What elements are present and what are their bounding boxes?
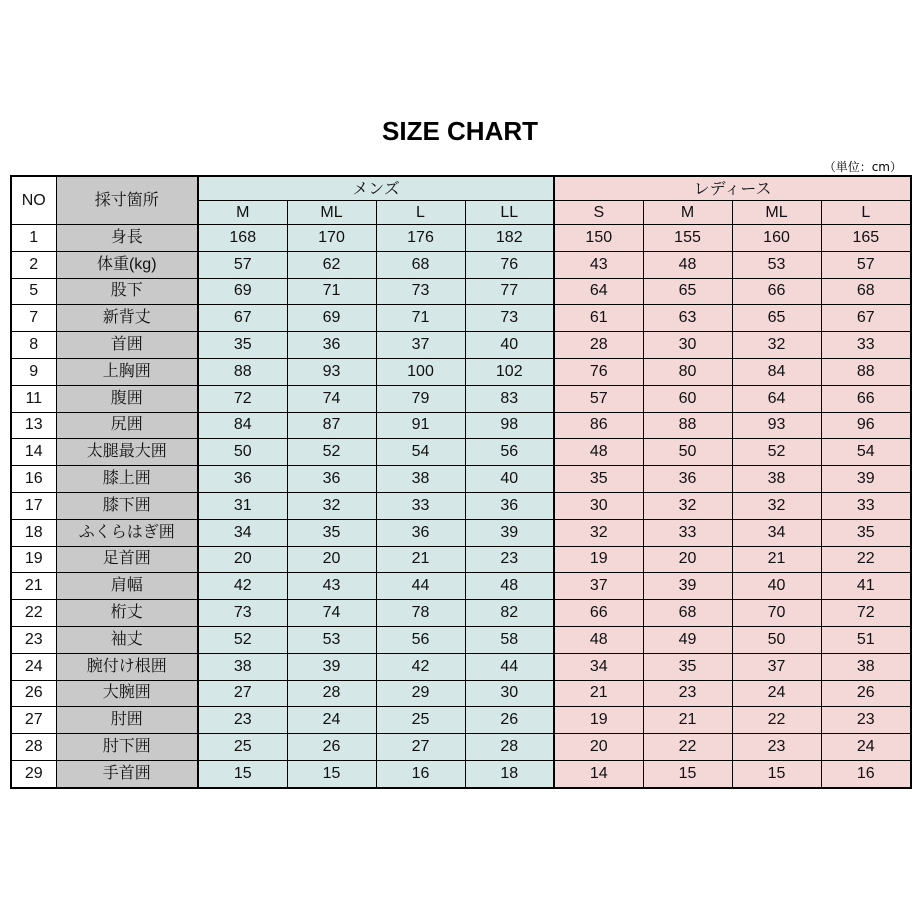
mens-value: 44 xyxy=(376,573,465,600)
ladies-value: 76 xyxy=(554,358,643,385)
mens-value: 23 xyxy=(465,546,554,573)
ladies-value: 40 xyxy=(732,573,821,600)
mens-value: 38 xyxy=(198,653,287,680)
row-item: ふくらはぎ囲 xyxy=(56,519,198,546)
mens-value: 20 xyxy=(287,546,376,573)
mens-value: 83 xyxy=(465,385,554,412)
row-no: 22 xyxy=(11,600,56,627)
ladies-value: 41 xyxy=(821,573,911,600)
table-row xyxy=(11,680,911,707)
ladies-value: 19 xyxy=(554,707,643,734)
ladies-value: 36 xyxy=(643,466,732,493)
mens-value: 102 xyxy=(465,358,554,385)
ladies-value: 23 xyxy=(732,734,821,761)
mens-value: 52 xyxy=(287,439,376,466)
row-no: 18 xyxy=(11,519,56,546)
row-no: 24 xyxy=(11,653,56,680)
mens-value: 84 xyxy=(198,412,287,439)
ladies-value: 49 xyxy=(643,626,732,653)
mens-value: 68 xyxy=(376,251,465,278)
row-no: 1 xyxy=(11,225,56,252)
ladies-value: 32 xyxy=(732,332,821,359)
ladies-value: 80 xyxy=(643,358,732,385)
row-no: 14 xyxy=(11,439,56,466)
ladies-value: 43 xyxy=(554,251,643,278)
table-row xyxy=(11,466,911,493)
mens-value: 35 xyxy=(287,519,376,546)
row-no: 8 xyxy=(11,332,56,359)
row-item: 腕付け根囲 xyxy=(56,653,198,680)
ladies-value: 86 xyxy=(554,412,643,439)
ladies-value: 68 xyxy=(643,600,732,627)
mens-value: 69 xyxy=(198,278,287,305)
ladies-value: 32 xyxy=(554,519,643,546)
ladies-value: 21 xyxy=(732,546,821,573)
row-item: 首囲 xyxy=(56,332,198,359)
mens-value: 71 xyxy=(287,278,376,305)
mens-value: 91 xyxy=(376,412,465,439)
mens-value: 37 xyxy=(376,332,465,359)
table-row xyxy=(11,412,911,439)
row-item: 身長 xyxy=(56,225,198,252)
ladies-value: 26 xyxy=(821,680,911,707)
ladies-value: 22 xyxy=(821,546,911,573)
row-no: 2 xyxy=(11,251,56,278)
mens-value: 88 xyxy=(198,358,287,385)
ladies-value: 65 xyxy=(732,305,821,332)
mens-value: 26 xyxy=(465,707,554,734)
ladies-value: 23 xyxy=(643,680,732,707)
ladies-value: 15 xyxy=(732,760,821,787)
table-row xyxy=(11,519,911,546)
row-item: 足首囲 xyxy=(56,546,198,573)
ladies-value: 35 xyxy=(821,519,911,546)
row-item: 袖丈 xyxy=(56,626,198,653)
row-item: 太腿最大囲 xyxy=(56,439,198,466)
ladies-value: 150 xyxy=(554,225,643,252)
ladies-value: 35 xyxy=(554,466,643,493)
table-row xyxy=(11,546,911,573)
ladies-value: 16 xyxy=(821,760,911,787)
ladies-value: 155 xyxy=(643,225,732,252)
row-item: 大腕囲 xyxy=(56,680,198,707)
table-row xyxy=(11,358,911,385)
header-no: NO xyxy=(11,176,56,225)
header-mens-size: ML xyxy=(287,201,376,225)
mens-value: 28 xyxy=(287,680,376,707)
mens-value: 73 xyxy=(198,600,287,627)
row-no: 17 xyxy=(11,492,56,519)
mens-value: 57 xyxy=(198,251,287,278)
ladies-value: 33 xyxy=(821,332,911,359)
table-row xyxy=(11,707,911,734)
ladies-value: 61 xyxy=(554,305,643,332)
mens-value: 27 xyxy=(376,734,465,761)
mens-value: 39 xyxy=(465,519,554,546)
ladies-value: 48 xyxy=(643,251,732,278)
table-row xyxy=(11,760,911,787)
mens-value: 56 xyxy=(465,439,554,466)
mens-value: 93 xyxy=(287,358,376,385)
mens-value: 40 xyxy=(465,332,554,359)
mens-value: 36 xyxy=(376,519,465,546)
ladies-value: 64 xyxy=(732,385,821,412)
mens-value: 44 xyxy=(465,653,554,680)
mens-value: 23 xyxy=(198,707,287,734)
mens-value: 87 xyxy=(287,412,376,439)
mens-value: 36 xyxy=(465,492,554,519)
table-row xyxy=(11,439,911,466)
ladies-value: 84 xyxy=(732,358,821,385)
row-item: 桁丈 xyxy=(56,600,198,627)
mens-value: 34 xyxy=(198,519,287,546)
table-row xyxy=(11,734,911,761)
row-item: 手首囲 xyxy=(56,760,198,787)
mens-value: 98 xyxy=(465,412,554,439)
ladies-value: 52 xyxy=(732,439,821,466)
mens-value: 73 xyxy=(376,278,465,305)
row-item: 上胸囲 xyxy=(56,358,198,385)
table-row xyxy=(11,600,911,627)
header-mens-size: M xyxy=(198,201,287,225)
header-mens-group: メンズ xyxy=(198,176,554,201)
row-item: 肘下囲 xyxy=(56,734,198,761)
ladies-value: 34 xyxy=(732,519,821,546)
mens-value: 69 xyxy=(287,305,376,332)
mens-value: 36 xyxy=(198,466,287,493)
ladies-value: 33 xyxy=(821,492,911,519)
mens-value: 24 xyxy=(287,707,376,734)
mens-value: 52 xyxy=(198,626,287,653)
ladies-value: 21 xyxy=(643,707,732,734)
unit-note: （単位：cm） xyxy=(823,160,902,174)
mens-value: 15 xyxy=(287,760,376,787)
mens-value: 36 xyxy=(287,332,376,359)
table-row xyxy=(11,385,911,412)
ladies-value: 33 xyxy=(643,519,732,546)
mens-value: 176 xyxy=(376,225,465,252)
ladies-value: 60 xyxy=(643,385,732,412)
row-no: 26 xyxy=(11,680,56,707)
mens-value: 71 xyxy=(376,305,465,332)
ladies-value: 53 xyxy=(732,251,821,278)
mens-value: 33 xyxy=(376,492,465,519)
table-row xyxy=(11,278,911,305)
row-no: 19 xyxy=(11,546,56,573)
mens-value: 76 xyxy=(465,251,554,278)
size-chart-body xyxy=(11,225,911,788)
ladies-value: 93 xyxy=(732,412,821,439)
row-no: 27 xyxy=(11,707,56,734)
ladies-value: 64 xyxy=(554,278,643,305)
ladies-value: 57 xyxy=(554,385,643,412)
ladies-value: 39 xyxy=(821,466,911,493)
ladies-value: 66 xyxy=(821,385,911,412)
ladies-value: 66 xyxy=(554,600,643,627)
ladies-value: 70 xyxy=(732,600,821,627)
row-item: 膝上囲 xyxy=(56,466,198,493)
header-mens-size: L xyxy=(376,201,465,225)
ladies-value: 38 xyxy=(732,466,821,493)
mens-value: 16 xyxy=(376,760,465,787)
row-no: 16 xyxy=(11,466,56,493)
ladies-value: 66 xyxy=(732,278,821,305)
header-measurement-point: 採寸箇所 xyxy=(56,176,198,225)
ladies-value: 22 xyxy=(732,707,821,734)
mens-value: 82 xyxy=(465,600,554,627)
row-item: 肘囲 xyxy=(56,707,198,734)
row-item: 腹囲 xyxy=(56,385,198,412)
mens-value: 73 xyxy=(465,305,554,332)
mens-value: 182 xyxy=(465,225,554,252)
header-ladies-group: レディース xyxy=(554,176,911,201)
ladies-value: 57 xyxy=(821,251,911,278)
table-row xyxy=(11,225,911,252)
mens-value: 72 xyxy=(198,385,287,412)
ladies-value: 32 xyxy=(732,492,821,519)
mens-value: 30 xyxy=(465,680,554,707)
table-row xyxy=(11,332,911,359)
header-ladies-size: M xyxy=(643,201,732,225)
ladies-value: 19 xyxy=(554,546,643,573)
mens-value: 67 xyxy=(198,305,287,332)
mens-value: 25 xyxy=(198,734,287,761)
ladies-value: 96 xyxy=(821,412,911,439)
mens-value: 77 xyxy=(465,278,554,305)
row-item: 膝下囲 xyxy=(56,492,198,519)
mens-value: 79 xyxy=(376,385,465,412)
ladies-value: 65 xyxy=(643,278,732,305)
header-ladies-size: S xyxy=(554,201,643,225)
mens-value: 27 xyxy=(198,680,287,707)
row-item: 新背丈 xyxy=(56,305,198,332)
ladies-value: 68 xyxy=(821,278,911,305)
ladies-value: 32 xyxy=(643,492,732,519)
mens-value: 53 xyxy=(287,626,376,653)
mens-value: 100 xyxy=(376,358,465,385)
ladies-value: 165 xyxy=(821,225,911,252)
ladies-value: 30 xyxy=(643,332,732,359)
mens-value: 48 xyxy=(465,573,554,600)
mens-value: 31 xyxy=(198,492,287,519)
row-item: 体重(kg) xyxy=(56,251,198,278)
ladies-value: 48 xyxy=(554,626,643,653)
mens-value: 170 xyxy=(287,225,376,252)
mens-value: 20 xyxy=(198,546,287,573)
ladies-value: 23 xyxy=(821,707,911,734)
ladies-value: 22 xyxy=(643,734,732,761)
mens-value: 43 xyxy=(287,573,376,600)
ladies-value: 54 xyxy=(821,439,911,466)
header-mens-size: LL xyxy=(465,201,554,225)
mens-value: 26 xyxy=(287,734,376,761)
ladies-value: 20 xyxy=(643,546,732,573)
ladies-value: 21 xyxy=(554,680,643,707)
mens-value: 168 xyxy=(198,225,287,252)
ladies-value: 88 xyxy=(643,412,732,439)
mens-value: 42 xyxy=(198,573,287,600)
ladies-value: 88 xyxy=(821,358,911,385)
ladies-value: 67 xyxy=(821,305,911,332)
ladies-value: 37 xyxy=(554,573,643,600)
ladies-value: 28 xyxy=(554,332,643,359)
table-row xyxy=(11,492,911,519)
row-no: 13 xyxy=(11,412,56,439)
ladies-value: 50 xyxy=(732,626,821,653)
mens-value: 54 xyxy=(376,439,465,466)
mens-value: 58 xyxy=(465,626,554,653)
row-no: 23 xyxy=(11,626,56,653)
row-item: 股下 xyxy=(56,278,198,305)
ladies-value: 72 xyxy=(821,600,911,627)
row-item: 尻囲 xyxy=(56,412,198,439)
ladies-value: 48 xyxy=(554,439,643,466)
ladies-value: 15 xyxy=(643,760,732,787)
table-row xyxy=(11,626,911,653)
ladies-value: 160 xyxy=(732,225,821,252)
mens-value: 29 xyxy=(376,680,465,707)
mens-value: 56 xyxy=(376,626,465,653)
ladies-value: 50 xyxy=(643,439,732,466)
mens-value: 38 xyxy=(376,466,465,493)
mens-value: 62 xyxy=(287,251,376,278)
row-no: 9 xyxy=(11,358,56,385)
ladies-value: 34 xyxy=(554,653,643,680)
mens-value: 36 xyxy=(287,466,376,493)
mens-value: 74 xyxy=(287,600,376,627)
row-item: 肩幅 xyxy=(56,573,198,600)
ladies-value: 35 xyxy=(643,653,732,680)
row-no: 5 xyxy=(11,278,56,305)
row-no: 21 xyxy=(11,573,56,600)
mens-value: 42 xyxy=(376,653,465,680)
mens-value: 35 xyxy=(198,332,287,359)
mens-value: 25 xyxy=(376,707,465,734)
mens-value: 50 xyxy=(198,439,287,466)
ladies-value: 24 xyxy=(732,680,821,707)
table-row xyxy=(11,251,911,278)
ladies-value: 24 xyxy=(821,734,911,761)
page-title: SIZE CHART xyxy=(382,116,538,146)
ladies-value: 63 xyxy=(643,305,732,332)
table-row xyxy=(11,653,911,680)
ladies-value: 30 xyxy=(554,492,643,519)
ladies-value: 14 xyxy=(554,760,643,787)
mens-value: 15 xyxy=(198,760,287,787)
mens-value: 21 xyxy=(376,546,465,573)
ladies-value: 51 xyxy=(821,626,911,653)
row-no: 7 xyxy=(11,305,56,332)
table-row xyxy=(11,573,911,600)
row-no: 28 xyxy=(11,734,56,761)
ladies-value: 20 xyxy=(554,734,643,761)
mens-value: 78 xyxy=(376,600,465,627)
header-ladies-size: ML xyxy=(732,201,821,225)
ladies-value: 39 xyxy=(643,573,732,600)
mens-value: 40 xyxy=(465,466,554,493)
mens-value: 18 xyxy=(465,760,554,787)
mens-value: 74 xyxy=(287,385,376,412)
size-chart-table xyxy=(10,175,912,789)
mens-value: 32 xyxy=(287,492,376,519)
row-no: 29 xyxy=(11,760,56,787)
table-row xyxy=(11,305,911,332)
header-ladies-size: L xyxy=(821,201,911,225)
ladies-value: 37 xyxy=(732,653,821,680)
ladies-value: 38 xyxy=(821,653,911,680)
row-no: 11 xyxy=(11,385,56,412)
mens-value: 28 xyxy=(465,734,554,761)
mens-value: 39 xyxy=(287,653,376,680)
